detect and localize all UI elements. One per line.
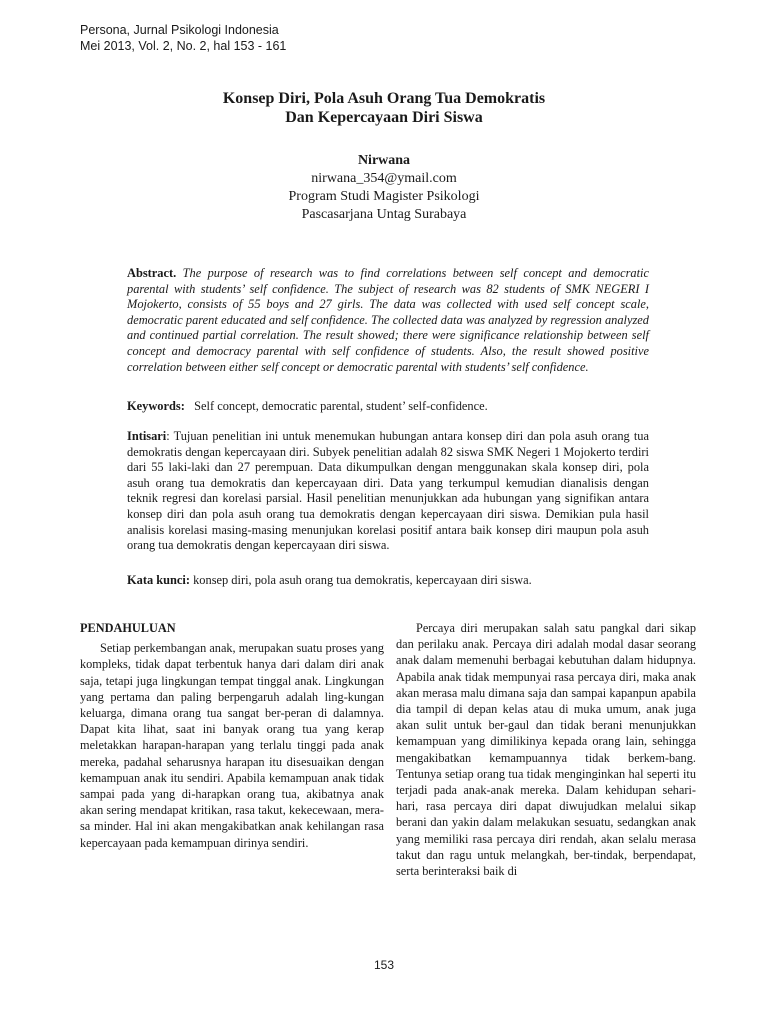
keywords-text: Self concept, democratic parental, student’ self-confidence.: [194, 399, 488, 413]
title-line-1: Konsep Diri, Pola Asuh Orang Tua Demokratis: [222, 90, 546, 107]
section-heading: PENDAHULUAN: [80, 621, 176, 635]
keywords-label: Keywords:: [127, 399, 185, 413]
right-paragraph: Percaya diri merupakan salah satu pangkal dari sikap dan perilaku anak. Percaya diri adalah modal dasar seorang anak dalam memenuhi berbagai kebutuhan dalam hidupnya. Apabila anak tidak mempunyai rasa percaya diri, maka anak akan merasa malu dimana saja dan sampai kapanpun apabila dia tampil di depan kelas atau di muka umum, anak juga akan sulit untuk ber-gaul dan tidak berani menunjukkan kemampuan yang dimilikinya kepada orang lain, sehingga mengakibatkan kemampuannya tidak berkem-bang. Tentunya setiap orang tua tidak menginginkan hal seperti itu terjadi pada anak-anak mereka. Dalam kehidupan sehari-hari, rasa percaya diri dapat diwujudkan melalui sikap berani dan yakin dalam melakukan sesuatu, sedangkan anak yang memiliki rasa percaya diri rendah, akan selalu merasa takut dan ragu untuk melangkah, ber-tindak, berpendapat, serta berinteraksi baik di: [396, 621, 696, 879]
intisari: [127, 429, 649, 554]
kata-kunci-text: konsep diri, pola asuh orang tua demokratis, kepercayaan diri siswa.: [193, 573, 532, 587]
author-email: nirwana_354@ymail.com: [311, 171, 457, 186]
author-institution: Pascasarjana Untag Surabaya: [301, 207, 467, 222]
abstract-label: Abstract.: [127, 266, 177, 280]
kata-kunci: [127, 572, 649, 588]
author-block: [0, 152, 768, 224]
abstract-text: The purpose of research was to find correlations between self concept and democratic parental with students’ self confidence. The subject of research was 82 students of SMK NEGERI I Mojokerto, consists of 55 boys and 27 girls. The data was collected with used self concept scale, democratic parent educated and self confidence. The collected data was analyzed by regression analyzed and continued partial correlation. The result showed; there were significance relationship between self concept and democracy parental with self confidence of students. Also, the result showed positive correlation between either self concept or democratic parental with students’ self confidence.: [127, 266, 649, 374]
journal-header: [80, 22, 286, 54]
abstract: [127, 266, 649, 375]
journal-name: Persona, Jurnal Psikologi Indonesia: [80, 23, 279, 37]
intisari-text: : Tujuan penelitian ini untuk menemukan hubungan antara konsep diri dan pola asuh orang tua demokratis dengan kepercayaan diri. Subyek penelitian adalah 82 siswa SMK Negeri 1 Mojokerto terdiri dari 55 laki-laki dan 27 perempuan. Data dikumpulkan dengan menggunakan skala konsep diri, pola asuh orang tua demokratis dan kepercayaan diri. Data yang terkumpul kemudian dianalisis dengan teknik regresi dan korelasi parsial. Hasil penelitian menunjukkan ada hubungan yang signifikan antara konsep diri dan pola asuh orang tua demokratis dengan kepercayaan diri siswa. Demikian pula hasil analisis korelasi masing-masing menunjukan korelasi positif antara baik konsep diri maupun pola asuh orang tua demokratis dengan kepercayaan diri siswa.: [127, 429, 649, 553]
author-name: Nirwana: [357, 153, 411, 168]
journal-issue: Mei 2013, Vol. 2, No. 2, hal 153 - 161: [80, 39, 287, 53]
keywords: [127, 398, 649, 414]
paper-title: [0, 89, 768, 127]
left-column: [80, 620, 384, 851]
intisari-label: Intisari: [127, 429, 167, 443]
kata-kunci-label: Kata kunci:: [127, 573, 190, 587]
author-program: Program Studi Magister Psikologi: [288, 189, 480, 204]
left-paragraph: Setiap perkembangan anak, merupakan suatu proses yang kompleks, tidak dapat terbentuk hanya dari dalam diri anak saja, tetapi juga lingkungan tempat tinggal anak. Lingkungan yang pertama dan paling berpengaruh adalah ling-kungan keluarga, dimana orang tua sangat ber-peran di dalamnya. Dapat kita lihat, saat ini banyak orang tua yang kerap meletakkan harapan-harapan yang terlalu tinggi pada anak mereka, padahal seharusnya harapan itu disesuaikan dengan kemampuan anak itu sendiri. Apabila kemampuan anak tidak sampai pada yang di-harapkan orang tua, akibatnya anak akan sering mendapat kritikan, rasa takut, kekecewaan, mera-sa minder. Hal ini akan mengakibatkan anak kehilangan rasa kepercayaan pada kemampuan dirinya sendiri.: [80, 641, 384, 850]
page-number: 153: [373, 958, 395, 972]
right-column: [396, 620, 696, 879]
title-line-2: Dan Kepercayaan Diri Siswa: [285, 109, 483, 126]
